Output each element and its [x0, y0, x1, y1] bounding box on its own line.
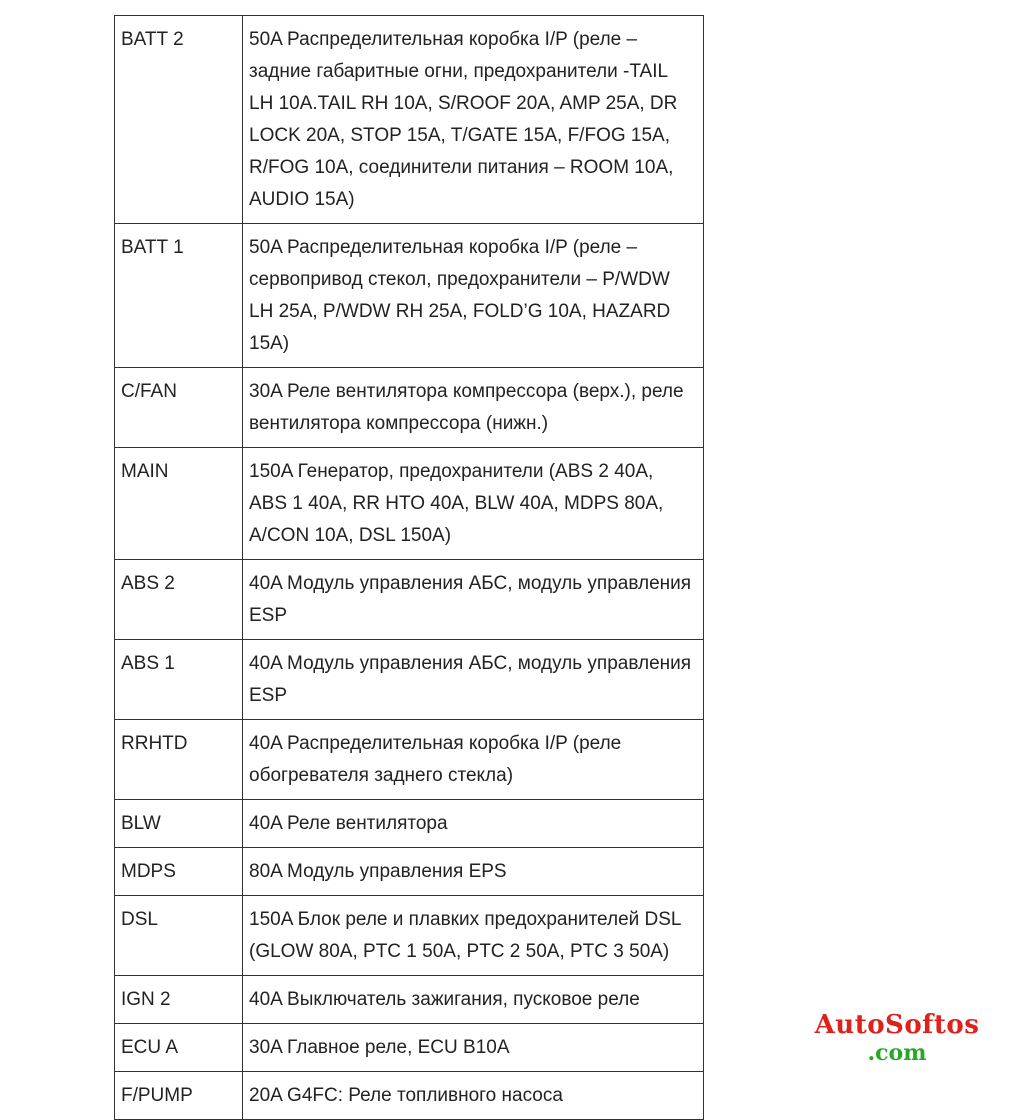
fuse-description-cell: 80A Модуль управления EPS	[243, 848, 704, 896]
fuse-description-cell: 40A Модуль управления АБС, модуль управления ESP	[243, 560, 704, 640]
fuse-name-cell: F/PUMP	[115, 1072, 243, 1120]
fuse-name-cell: ECU A	[115, 1024, 243, 1072]
fuse-description-cell: 30A Реле вентилятора компрессора (верх.), реле вентилятора компрессора (нижн.)	[243, 368, 704, 448]
table-row	[115, 848, 704, 896]
fuse-name-cell: DSL	[115, 896, 243, 976]
table-row	[115, 720, 704, 800]
fuse-name-cell: C/FAN	[115, 368, 243, 448]
fuse-name-cell: BATT 1	[115, 224, 243, 368]
table-row	[115, 16, 704, 224]
fuse-description-cell: 20A G4FC: Реле топливного насоса	[243, 1072, 704, 1120]
table-row	[115, 448, 704, 560]
table-row	[115, 224, 704, 368]
fuse-description-cell: 40A Распределительная коробка I/P (реле обогревателя заднего стекла)	[243, 720, 704, 800]
fuse-name-cell: IGN 2	[115, 976, 243, 1024]
fuse-description-cell: 150A Генератор, предохранители (ABS 2 40A, ABS 1 40A, RR HTO 40A, BLW 40A, MDPS 80A, A/CON 10A, DSL 150A)	[243, 448, 704, 560]
table-row	[115, 800, 704, 848]
watermark-domain: .com	[867, 1040, 927, 1066]
fuse-description-cell: 150A Блок реле и плавких предохранителей DSL (GLOW 80A, PTC 1 50A, PTC 2 50A, PTC 3 50A)	[243, 896, 704, 976]
fuse-name-cell: MDPS	[115, 848, 243, 896]
fuse-name-cell: ABS 2	[115, 560, 243, 640]
table-row	[115, 1072, 704, 1120]
table-row	[115, 640, 704, 720]
table-row	[115, 976, 704, 1024]
fuse-description-cell: 40A Модуль управления АБС, модуль управления ESP	[243, 640, 704, 720]
fuse-name-cell: MAIN	[115, 448, 243, 560]
fuse-description-cell: 30A Главное реле, ECU B10A	[243, 1024, 704, 1072]
fuse-description-cell: 50A Распределительная коробка I/P (реле – сервопривод стекол, предохранители – P/WDW LH 25A, P/WDW RH 25A, FOLD’G 10A, HAZARD 15A)	[243, 224, 704, 368]
table-row	[115, 560, 704, 640]
watermark-logo	[802, 1012, 992, 1064]
fuse-name-cell: RRHTD	[115, 720, 243, 800]
table-row	[115, 368, 704, 448]
watermark-brand: AutoSoftos	[814, 1010, 980, 1040]
fuse-description-cell: 40A Реле вентилятора	[243, 800, 704, 848]
fuse-description-cell: 50A Распределительная коробка I/P (реле – задние габаритные огни, предохранители -TAIL LH 10A.TAIL RH 10A, S/ROOF 20A, AMP 25A, DR LOCK 20A, STOP 15A, T/GATE 15A, F/FOG 15A, R/FOG 10A, соединители питания – ROOM 10A, AUDIO 15A)	[243, 16, 704, 224]
fuse-table	[114, 15, 704, 1120]
fuse-description-cell: 40A Выключатель зажигания, пусковое реле	[243, 976, 704, 1024]
fuse-table-body	[115, 16, 704, 1120]
table-row	[115, 896, 704, 976]
fuse-name-cell: ABS 1	[115, 640, 243, 720]
fuse-name-cell: BLW	[115, 800, 243, 848]
table-row	[115, 1024, 704, 1072]
fuse-name-cell: BATT 2	[115, 16, 243, 224]
